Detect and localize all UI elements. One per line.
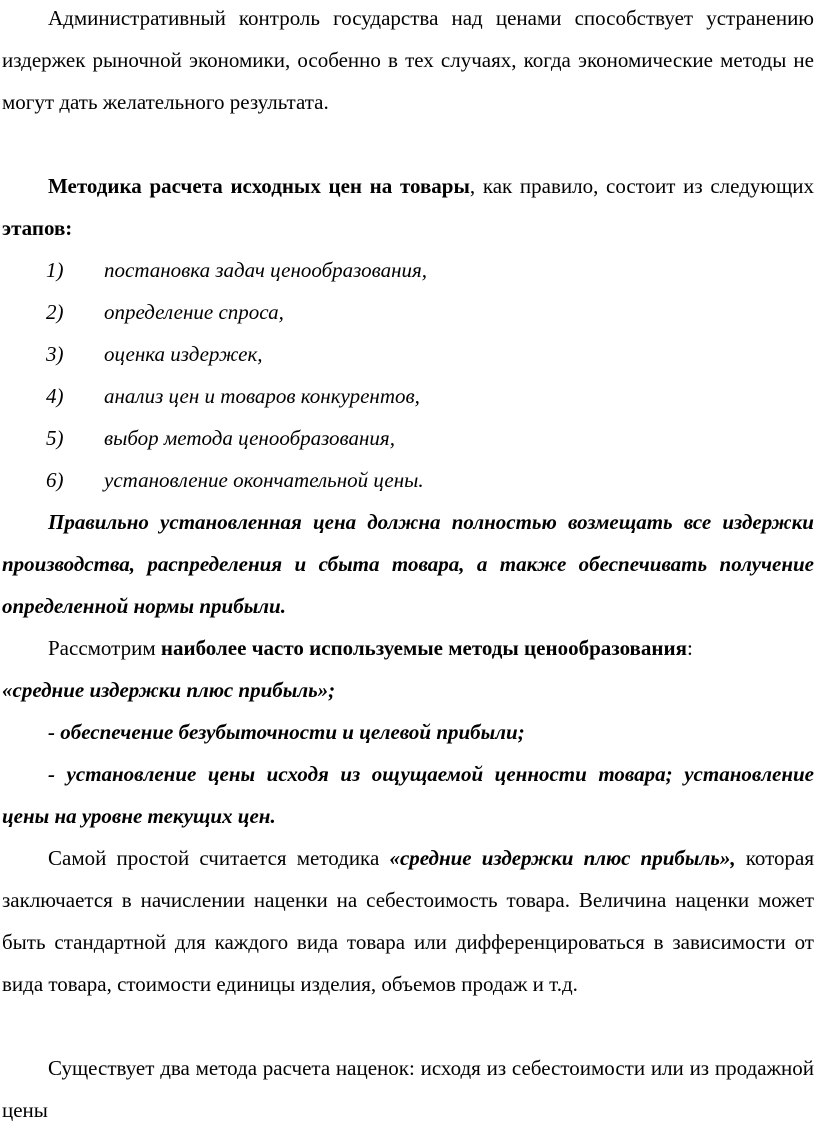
list-item (46, 459, 424, 501)
list-number: 4) (46, 384, 64, 408)
list-number: 5) (46, 426, 64, 450)
method-perceived-value: - установление цены исходя из ощущаемой ценности товара; установление цены на уровне текущих цен. (2, 762, 814, 828)
list-item (46, 291, 284, 333)
method-breakeven: - обеспечение безубыточности и целевой прибыли; (48, 720, 525, 744)
list-item (46, 375, 420, 417)
cost-plus-name: «средние издержки плюс прибыль», (389, 846, 736, 870)
list-text: постановка задач ценообразования, (104, 258, 427, 282)
paragraph-methodology-intro (2, 165, 814, 249)
list-number: 2) (46, 300, 64, 324)
methods-intro-colon: : (686, 636, 693, 660)
method-cost-plus: «средние издержки плюс прибыль»; (2, 678, 336, 702)
methodology-intro-text: , как правило, состоит из следующих (469, 174, 814, 198)
methodology-heading: Методика расчета исходных цен на товары (48, 174, 470, 198)
cost-plus-rest: которая заключается в начислении наценки на себестоимость товара. Величина наценки может быть стандартной для каждого вида товара или дифференцироваться в зависимости от вида товара, стоимости единицы изделия, объемов продаж и т.д. (2, 846, 814, 996)
list-number: 3) (46, 342, 64, 366)
paragraph-cost-plus-description (2, 837, 814, 1005)
paragraph-correct-price: Правильно установленная цена должна полностью возмещать все издержки производства, распределения и сбыта товара, а также обеспечивать получение определенной нормы прибыли. (2, 510, 814, 618)
cost-plus-lead: Самой простой считается методика (48, 846, 390, 870)
list-item (46, 249, 427, 291)
list-text: определение спроса, (104, 300, 284, 324)
list-number: 1) (46, 258, 64, 282)
list-text: установление окончательной цены. (104, 468, 424, 492)
paragraph-markup-methods: Существует два метода расчета наценок: исходя из себестоимости или из продажной цены (2, 1056, 814, 1122)
methods-intro-bold: наиболее часто используемые методы ценообразования (160, 636, 687, 660)
methods-intro-lead: Рассмотрим (48, 636, 161, 660)
paragraph-admin-control: Административный контроль государства над ценами способствует устранению издержек рыночной экономики, особенно в тех случаях, когда экономические методы не могут дать желательного результата. (2, 6, 814, 114)
list-number: 6) (46, 468, 64, 492)
list-text: анализ цен и товаров конкурентов, (104, 384, 420, 408)
paragraph-methods-intro (2, 627, 814, 711)
list-text: выбор метода ценообразования, (104, 426, 395, 450)
list-item (46, 417, 395, 459)
list-text: оценка издержек, (104, 342, 263, 366)
stages-label: этапов: (2, 216, 73, 240)
list-item (46, 333, 263, 375)
